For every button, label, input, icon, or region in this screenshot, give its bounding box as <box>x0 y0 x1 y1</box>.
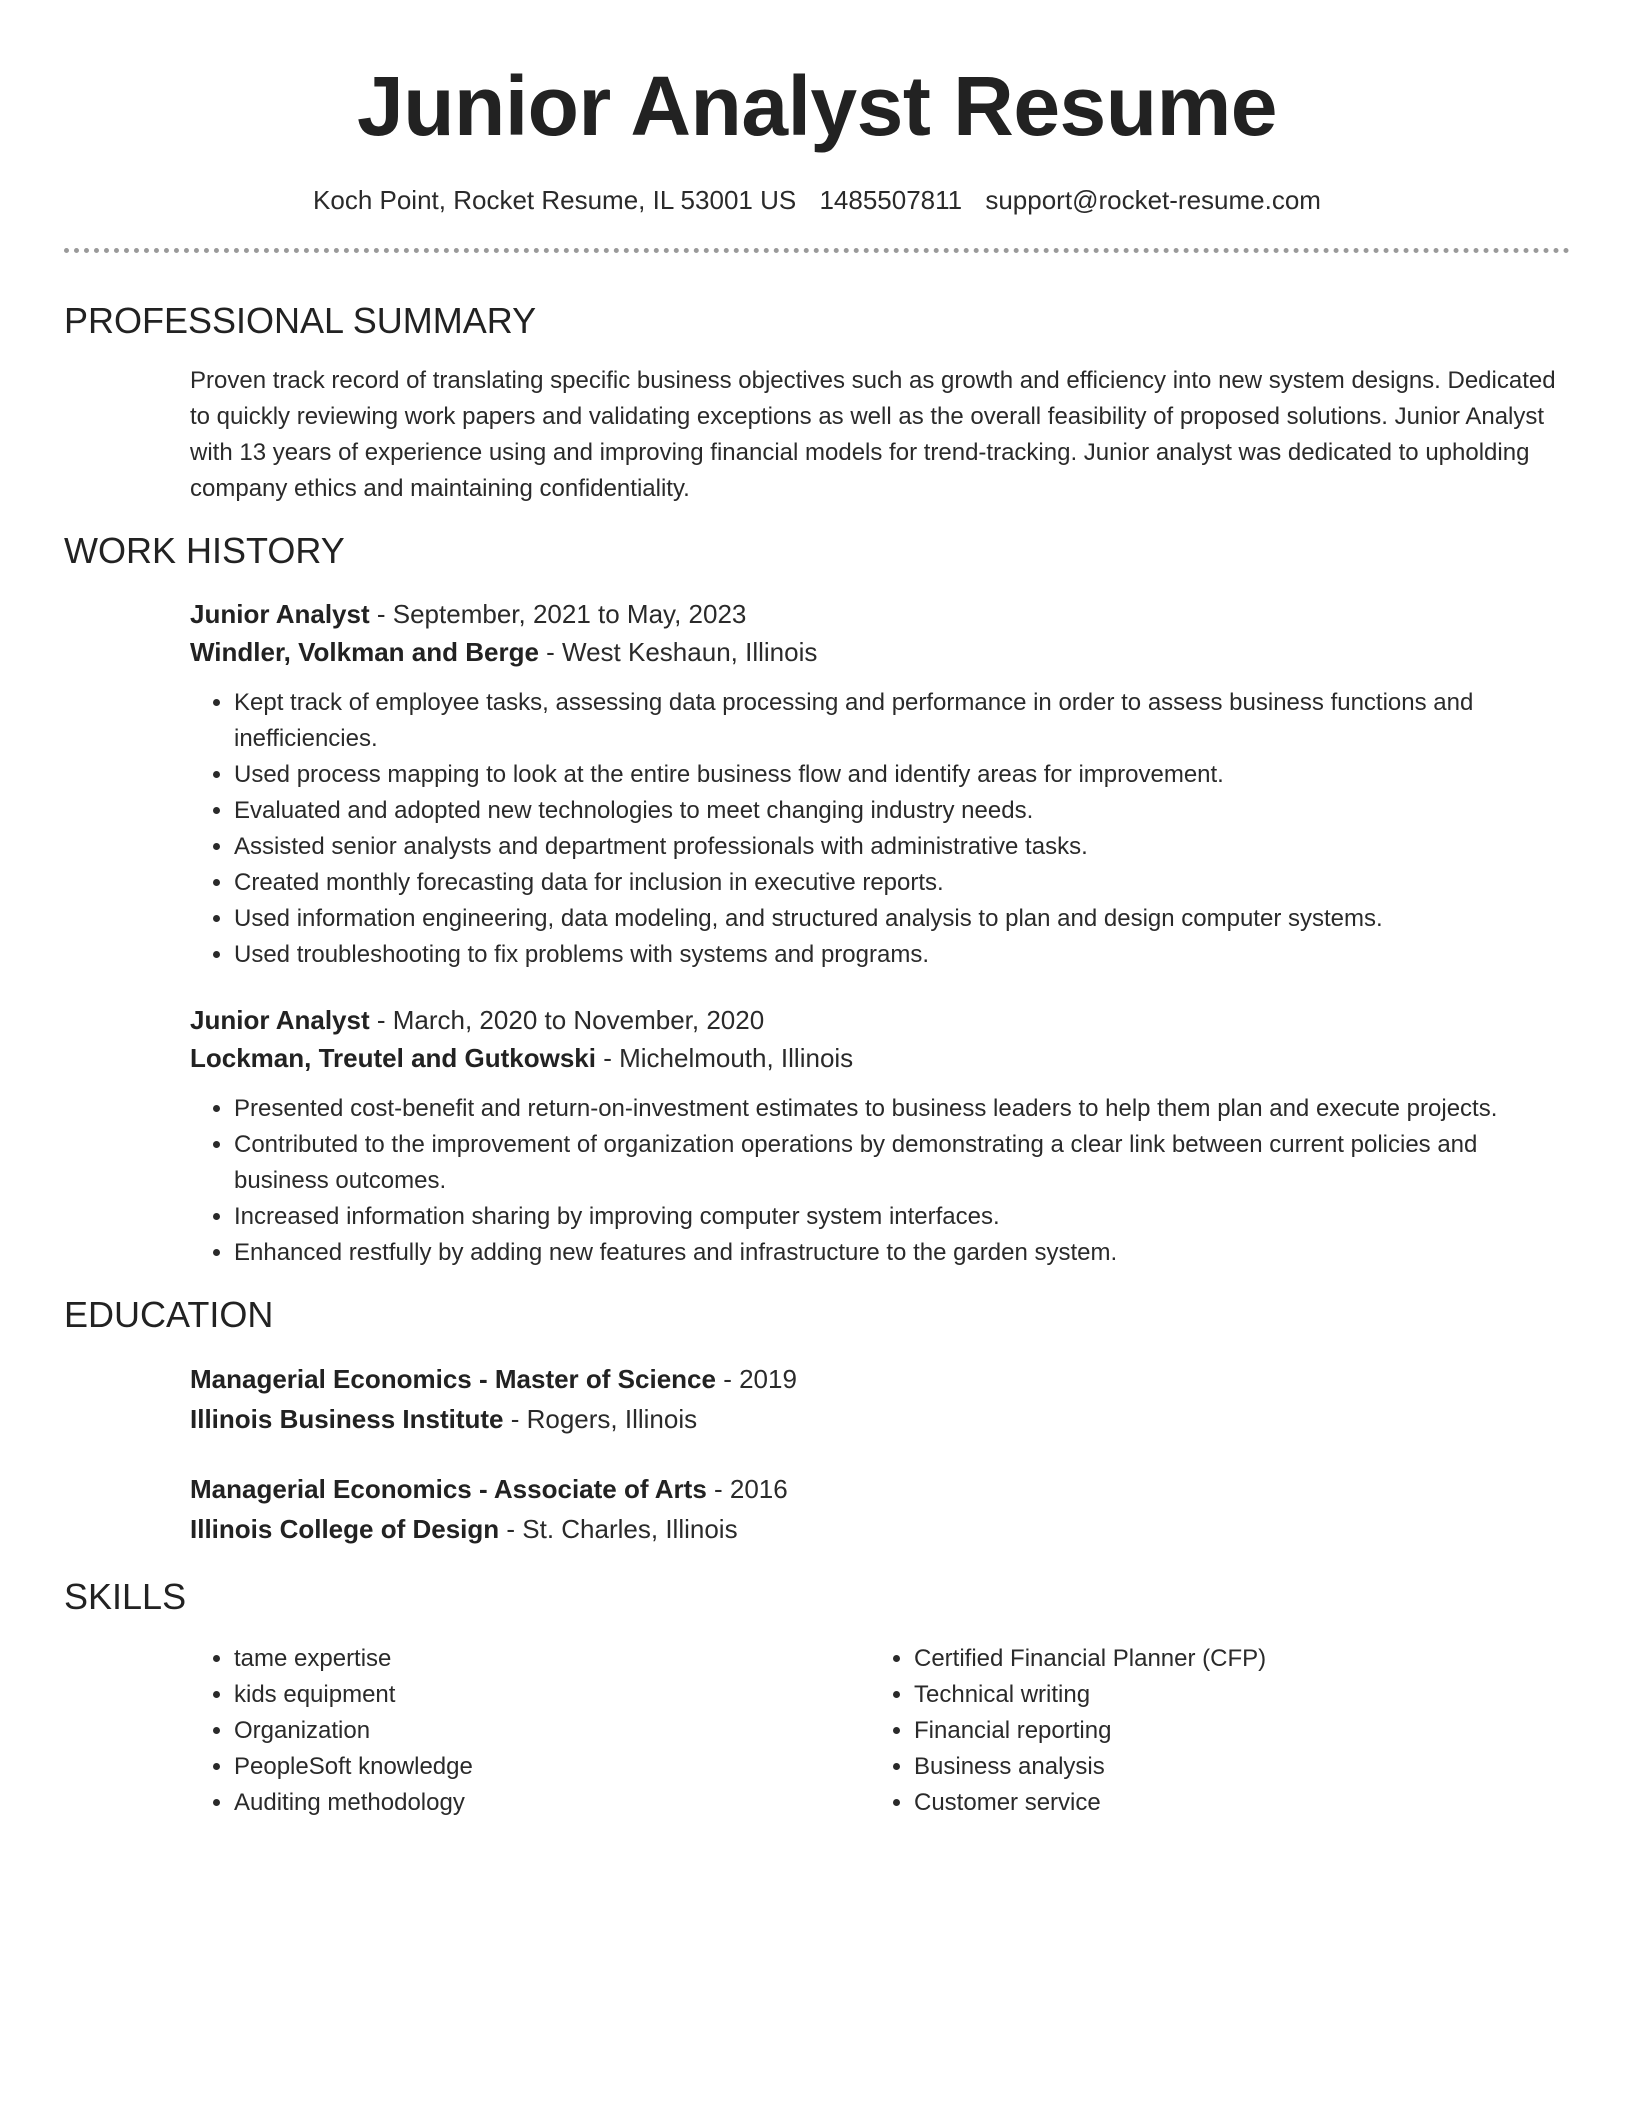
skill-item: • Organization <box>234 1713 870 1749</box>
degree-year: 2019 <box>739 1364 797 1394</box>
skill-item: • tame expertise <box>234 1641 870 1677</box>
job-company-line <box>190 1039 1570 1077</box>
job-bullet: • Presented cost-benefit and return-on-investment estimates to business leaders to help them plan and execute projects. <box>234 1091 1570 1127</box>
skill-item: • Certified Financial Planner (CFP) <box>914 1641 1550 1677</box>
skill-item: • Auditing methodology <box>234 1785 870 1821</box>
job-bullet-list <box>190 685 1570 973</box>
job-entry <box>190 1001 1570 1271</box>
skill-item: • Financial reporting <box>914 1713 1550 1749</box>
school-location: St. Charles, Illinois <box>522 1514 738 1544</box>
job-bullet: • Evaluated and adopted new technologies to meet changing industry needs. <box>234 793 1570 829</box>
resume-page <box>64 0 1570 1821</box>
section-title-skills: SKILLS <box>64 1576 187 1617</box>
section-title-summary: PROFESSIONAL SUMMARY <box>64 300 537 341</box>
degree: Managerial Economics - Master of Science <box>190 1364 716 1394</box>
separator: - <box>706 1474 730 1504</box>
separator: - <box>715 1364 740 1394</box>
school: Illinois College of Design <box>190 1514 500 1544</box>
separator: - <box>499 1514 523 1544</box>
job-dates: September, 2021 to May, 2023 <box>392 599 747 629</box>
section-title-education: EDUCATION <box>64 1294 274 1335</box>
job-company-line <box>190 633 1570 671</box>
job-location: West Keshaun, Illinois <box>562 637 818 667</box>
job-bullet: • Kept track of employee tasks, assessing data processing and performance in order to assess business functions and inefficiencies. <box>234 685 1570 757</box>
job-role: Junior Analyst <box>190 1005 370 1035</box>
separator: - <box>369 1005 393 1035</box>
separator: - <box>595 1043 620 1073</box>
job-location: Michelmouth, Illinois <box>619 1043 854 1073</box>
job-bullet: • Created monthly forecasting data for inclusion in executive reports. <box>234 865 1570 901</box>
school-line <box>190 1509 1570 1549</box>
skills-list <box>870 1641 1550 1821</box>
school-location: Rogers, Illinois <box>526 1404 698 1434</box>
separator: - <box>369 599 393 629</box>
separator: - <box>503 1404 527 1434</box>
separator: - <box>538 637 563 667</box>
resume-title: Junior Analyst Resume <box>357 59 1277 153</box>
job-bullet: • Used information engineering, data modeling, and structured analysis to plan and design computer systems. <box>234 901 1570 937</box>
skills-grid <box>190 1641 1570 1821</box>
job-company: Lockman, Treutel and Gutkowski <box>190 1043 596 1073</box>
job-dates: March, 2020 to November, 2020 <box>392 1005 765 1035</box>
contact-line <box>64 184 1570 216</box>
degree: Managerial Economics - Associate of Arts <box>190 1474 707 1504</box>
skill-item: • Customer service <box>914 1785 1550 1821</box>
degree-line <box>190 1359 1570 1399</box>
skill-item: • PeopleSoft knowledge <box>234 1749 870 1785</box>
job-entry <box>190 595 1570 973</box>
skill-item: • Business analysis <box>914 1749 1550 1785</box>
job-company: Windler, Volkman and Berge <box>190 637 539 667</box>
degree-line <box>190 1469 1570 1509</box>
education-entry <box>190 1469 1570 1549</box>
summary-text: Proven track record of translating specific business objectives such as growth and efficiency into new system designs. Dedicated to quickly reviewing work papers and validating exceptions as well as the overall feasibility of proposed solutions. Junior Analyst with 13 years of experience using and improving financial models for trend-tracking. Junior analyst was dedicated to upholding company ethics and maintaining confidentiality. <box>190 367 1556 502</box>
skills-column-right <box>870 1641 1550 1821</box>
skills-column-left <box>190 1641 870 1821</box>
job-role-line <box>190 1001 1570 1039</box>
skill-item: • kids equipment <box>234 1677 870 1713</box>
contact-address: Koch Point, Rocket Resume, IL 53001 US <box>313 185 797 215</box>
job-role-line <box>190 595 1570 633</box>
school: Illinois Business Institute <box>190 1404 504 1434</box>
job-bullet: • Enhanced restfully by adding new features and infrastructure to the garden system. <box>234 1235 1570 1271</box>
contact-email: support@rocket-resume.com <box>985 185 1321 215</box>
job-bullet: • Used troubleshooting to fix problems with systems and programs. <box>234 937 1570 973</box>
job-bullet: • Increased information sharing by improving computer system interfaces. <box>234 1199 1570 1235</box>
degree-year: 2016 <box>729 1474 788 1504</box>
job-bullet: • Assisted senior analysts and department professionals with administrative tasks. <box>234 829 1570 865</box>
job-bullet-list <box>190 1091 1570 1271</box>
job-role: Junior Analyst <box>190 599 370 629</box>
contact-phone: 1485507811 <box>819 185 963 215</box>
skill-item: • Technical writing <box>914 1677 1550 1713</box>
school-line <box>190 1399 1570 1439</box>
job-bullet: • Contributed to the improvement of organization operations by demonstrating a clear link between current policies and business outcomes. <box>234 1127 1570 1199</box>
header-divider <box>64 248 1570 253</box>
job-bullet: • Used process mapping to look at the entire business flow and identify areas for improvement. <box>234 757 1570 793</box>
education-entry <box>190 1359 1570 1439</box>
section-title-work-history: WORK HISTORY <box>64 530 345 571</box>
skills-list <box>190 1641 870 1821</box>
